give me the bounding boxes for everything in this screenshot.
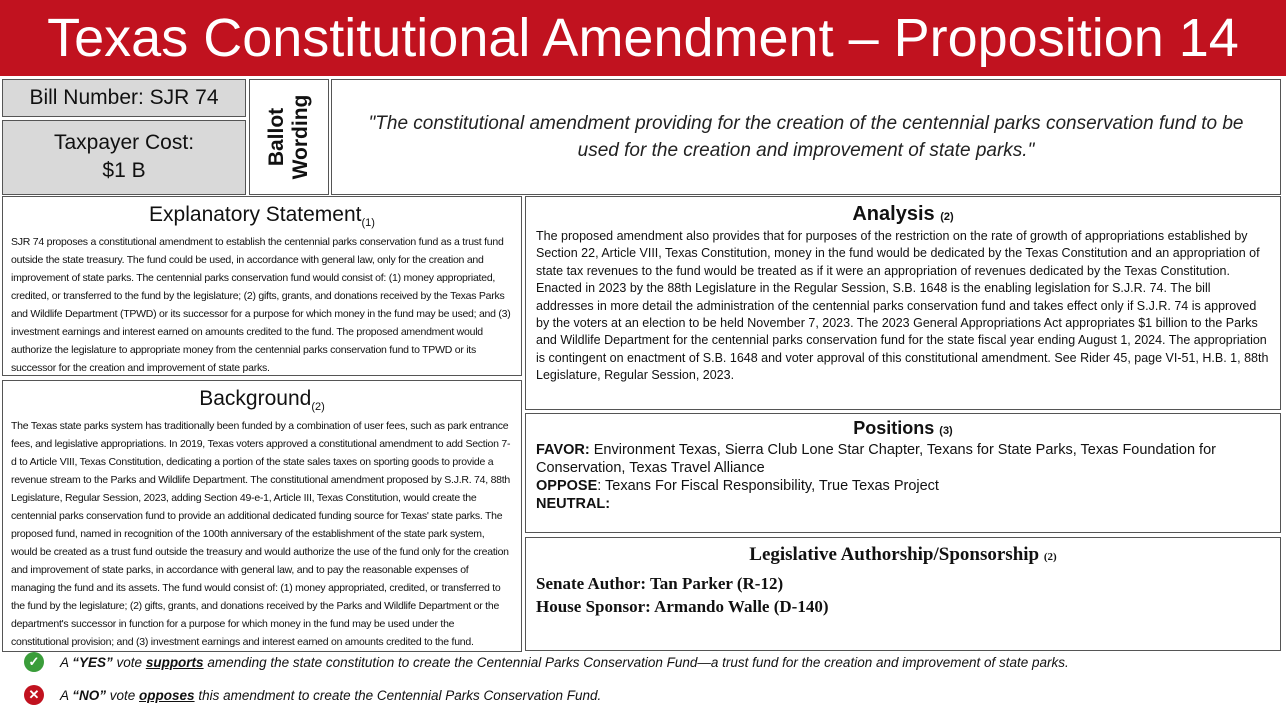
taxpayer-cost-value: $1 B [102,159,146,182]
yes-quote: “YES” [72,654,113,670]
positions-ref: (3) [939,425,953,437]
analysis-heading [536,203,1270,226]
no-pre: A [60,687,73,703]
no-vote-line [24,685,601,705]
explanatory-heading [11,203,513,229]
taxpayer-cost [2,120,246,195]
positions-heading-text: Positions [853,418,935,438]
analysis-ref: (2) [940,211,954,223]
no-mid: vote [106,687,140,703]
legislative-ref: (2) [1043,551,1057,563]
taxpayer-cost-label: Taxpayer Cost: [53,131,195,154]
analysis-heading-text: Analysis [852,203,935,225]
oppose-row [536,477,1270,495]
yes-pre: A [60,654,73,670]
bill-number: Bill Number: SJR 74 [2,79,246,117]
no-key: opposes [139,687,195,703]
favor-label: FAVOR: [536,442,590,458]
yes-vote-line [24,652,1069,672]
ballot-label-line1: Ballot [265,107,288,167]
background-body: The Texas state parks system has traditionally been funded by a combination of user fees, such as park entrance fees, and legislative appropriations. In 2019, Texas voters approved a constitutional amendment to add Section 7-d to Article VIII, Texas Constitution, dedicating a portion of the state sales taxes on sporting goods to provide a revenue stream to the Parks and Wildlife Department. The constitutional amendment proposed by S.J.R. 74, 88th Legislature, Regular Session, 2023, adding Section 49-e-1, Article III, Texas Constitution, would create the centennial parks conservation fund to provide an additional dedicated funding source for Texas' state parks. The proposed fund, named in recognition of the 100th anniversary of the establishment of the state park system, would be created as a trust fund outside the treasury and would authorize the use of the fund only for the creation and improvement of state parks, in accordance with general law, and to pay the reasonable expenses of managing the fund and its assets. The fund would consist of: (1) money appropriated, credited, or transferred to the fund by the legislature; (2) gifts, grants, and donations received by the Parks and Wildlife Department or the department's successor in function for a purpose for which money in the fund may be used under the constitutional provision; and (3) investment earnings and interest earned on amounts credited to the fund. [11,420,511,649]
neutral-label: NEUTRAL: [536,496,611,512]
yes-mid: vote [112,654,146,670]
positions-heading [536,418,1270,439]
background-heading [11,387,513,413]
ballot-wording-text: "The constitutional amendment providing for the creation of the centennial parks conservation fund to be used for the creation and improvement of state parks." [331,79,1281,195]
background-ref: (2) [311,401,325,414]
oppose-label: OPPOSE [536,478,598,494]
background-panel [2,380,522,652]
yes-vote-text [60,655,1069,670]
explanatory-heading-text: Explanatory Statement [149,203,362,226]
analysis-panel [525,196,1281,410]
explanatory-body: SJR 74 proposes a constitutional amendment to establish the centennial parks conservation fund as a trust fund outside the state treasury. The fund could be used, in accordance with general law, only for the creation and improvement of state parks. The centennial parks conservation fund would consist of: (1) money appropriated, credited, or transferred to the fund by the legislature; (2) gifts, grants, and donations received by the Texas Parks and Wildlife Department (TPWD) or its successor for a purpose for which money in the fund may be used; and (3) investment earnings and interest earned on amounts credited to the fund. The proposed amendment would authorize the legislature to appropriate money from the centennial parks conservation fund to TPWD or its successor for the creation and improvement of state parks. [11,236,511,375]
favor-row [536,441,1270,477]
background-heading-text: Background [199,387,312,410]
yes-post: amending the state constitution to create the Centennial Parks Conservation Fund—a trust fund for the creation and improvement of state parks. [203,654,1069,670]
analysis-body: The proposed amendment also provides that for purposes of the restriction on the rate of growth of appropriations established by Section 22, Article VIII, Texas Constitution, money in the fund would be dedicated by the Texas Constitution and an appropriation of state tax revenues to the fund would be treated as if it were an appropriation of revenues dedicated by the Texas Constitution. Enacted in 2023 by the 88th Legislature in the Regular Session, S.B. 1648 is the enabling legislation for S.J.R. 74. The bill addresses in more detail the administration of the centennial parks conservation fund and takes effect only if S.J.R. 74 is approved by the voters at an election to be held November 7, 2023. The 2023 General Appropriations Act appropriates $1 billion to the Parks and Wildlife Department for the centennial parks conservation fund for the state fiscal year ending August 1, 2024. The appropriation is contingent on enactment of S.B. 1648 and voter approval of this constitutional amendment. See Rider 45, page VI-51, H.B. 1, 88th Legislature, Regular Session, 2023. [536,229,1269,383]
legislative-heading-text: Legislative Authorship/Sponsorship [749,544,1040,565]
explanatory-ref: (1) [361,217,375,230]
explanatory-statement-panel [2,196,522,376]
no-vote-text [60,688,601,703]
page-title: Texas Constitutional Amendment – Proposition 14 [0,0,1286,76]
favor-text: Environment Texas, Sierra Club Lone Star Chapter, Texans for State Parks, Texas Foundation for Conservation, Texas Travel Alliance [536,442,1216,476]
ballot-label-line2: Wording [289,94,312,180]
neutral-row [536,495,1270,513]
check-icon: ✓ [24,652,44,672]
positions-panel [525,413,1281,533]
x-icon: ✕ [24,685,44,705]
legislative-heading [536,544,1270,566]
senate-author: Senate Author: Tan Parker (R-12) [536,574,784,593]
oppose-text: : Texans For Fiscal Responsibility, True Texas Project [597,478,939,494]
house-sponsor: House Sponsor: Armando Walle (D-140) [536,597,829,616]
ballot-wording-label [249,79,329,195]
no-quote: “NO” [72,687,107,703]
no-post: this amendment to create the Centennial Parks Conservation Fund. [194,687,602,703]
yes-key: supports [145,654,204,670]
legislative-panel [525,537,1281,651]
